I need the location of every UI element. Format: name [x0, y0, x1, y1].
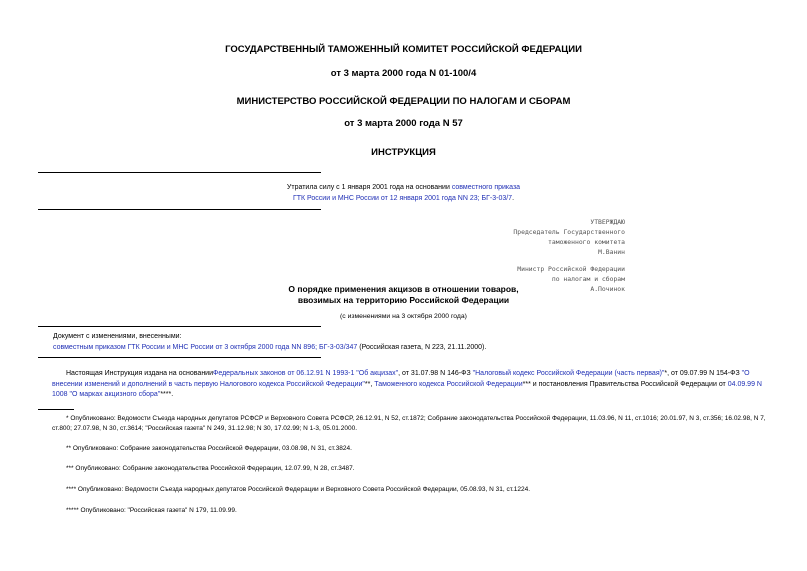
approval-line: по налогам и сборам — [551, 275, 625, 283]
changes-line — [53, 343, 753, 353]
footnote-1: * Опубликовано: Ведомости Съезда народных депутатов РСФСР и Верховного Совета РСФСР, 26.12.91, N 52, ст.1872; Собрание законодательства Российской Федерации, 11.03.96, N 11, ст.1016; 20.01.97, N 3, ст.356; 16.02.98, N 7, ст.800; 27.07.98, N 30, ст.3614; "Российская газета" N 249, 31.12.98; N 30, 17.02.99; N 1-3, 05.01.2000. — [52, 415, 766, 432]
org-title-1: ГОСУДАРСТВЕННЫЙ ТАМОЖЕННЫЙ КОМИТЕТ РОССИЙСКОЙ ФЕДЕРАЦИИ — [225, 44, 582, 55]
footnote-5: ***** Опубликовано: "Российская газета" N 179, 11.09.99. — [66, 507, 237, 514]
approval-block — [425, 217, 625, 294]
divider — [38, 172, 321, 173]
approval-line: М.Ванин — [598, 248, 625, 256]
status-prefix: Утратила силу с 1 января 2001 года на основании — [286, 184, 452, 191]
divider — [38, 357, 321, 358]
approval-line: Председатель Государственного — [513, 228, 625, 236]
intro-text: **, — [364, 380, 375, 388]
approval-line: Министр Российской Федерации — [517, 265, 625, 273]
intro-link-tax-code[interactable]: "Налоговый кодекс Российской Федерации (часть первая)" — [472, 370, 665, 377]
intro-link-excise-marks[interactable]: 04.09.99 N 1008 "О марках акцизного сбора" — [52, 380, 762, 398]
document-title — [0, 284, 807, 306]
changes-label: Документ с изменениями, внесенными: — [53, 333, 182, 340]
status-line-1 — [0, 183, 807, 193]
intro-text: *, от 09.07.99 N 154-ФЗ — [664, 370, 742, 377]
intro-text: *** и постановления Правительства Российской Федерации от — [522, 380, 728, 388]
intro-paragraph — [52, 369, 774, 401]
divider — [38, 209, 321, 210]
changes-suffix: (Российская газета, N 223, 21.11.2000). — [357, 344, 487, 351]
org-title-2: МИНИСТЕРСТВО РОССИЙСКОЙ ФЕДЕРАЦИИ ПО НАЛОГАМ И СБОРАМ — [236, 96, 571, 107]
footnote-divider — [38, 409, 74, 410]
doc-type: ИНСТРУКЦИЯ — [371, 147, 436, 158]
title-line-2: ввозимых на территорию Российской Федерации — [297, 295, 510, 305]
intro-text: ****. — [160, 391, 174, 398]
date-line-2: от 3 марта 2000 года N 57 — [344, 118, 463, 129]
title-line-1: О порядке применения акцизов в отношении товаров, — [288, 284, 519, 294]
intro-link-amendments[interactable]: "О внесении изменений и дополнений в часть первую Налогового кодекса Российской Федерации" — [52, 370, 750, 388]
approval-line: А.Починок — [590, 285, 625, 293]
approval-line: УТВЕРЖДАЮ — [590, 218, 625, 226]
approval-line: таможенного комитета — [548, 238, 625, 246]
footnote-3: *** Опубликовано: Собрание законодательства Российской Федерации, 12.07.99, N 28, ст.3487. — [66, 465, 355, 472]
footnote-2: ** Опубликовано: Собрание законодательства Российской Федерации, 03.08.98, N 31, ст.3824. — [66, 445, 352, 452]
divider — [38, 326, 321, 327]
intro-link-customs-code[interactable]: Таможенного кодекса Российской Федерации — [374, 380, 523, 388]
status-line-2 — [0, 194, 807, 204]
intro-text: Настоящая Инструкция издана на основании — [66, 370, 214, 377]
revision-note: (с изменениями на 3 октября 2000 года) — [340, 313, 467, 320]
status-suffix: . — [512, 195, 515, 202]
intro-link-excise-law[interactable]: Федеральных законов от 06.12.91 N 1993-1 "Об акцизах" — [213, 370, 399, 377]
intro-text: , от 31.07.98 N 146-ФЗ — [398, 370, 473, 377]
footnote-4: **** Опубликовано: Ведомости Съезда народных депутатов Российской Федерации и Верховного Совета Российской Федерации, 05.08.93, N 31, ст.1224. — [66, 486, 531, 493]
changes-link[interactable]: совместным приказом ГТК России и МНС России от 3 октября 2000 года NN 896; БГ-3-03/347 — [53, 344, 358, 351]
date-line-1: от 3 марта 2000 года N 01-100/4 — [330, 68, 477, 79]
status-link-details[interactable]: ГТК России и МНС России от 12 января 2001 года NN 23; БГ-3-03/7 — [292, 195, 513, 202]
status-link-order[interactable]: совместного приказа — [451, 184, 521, 191]
